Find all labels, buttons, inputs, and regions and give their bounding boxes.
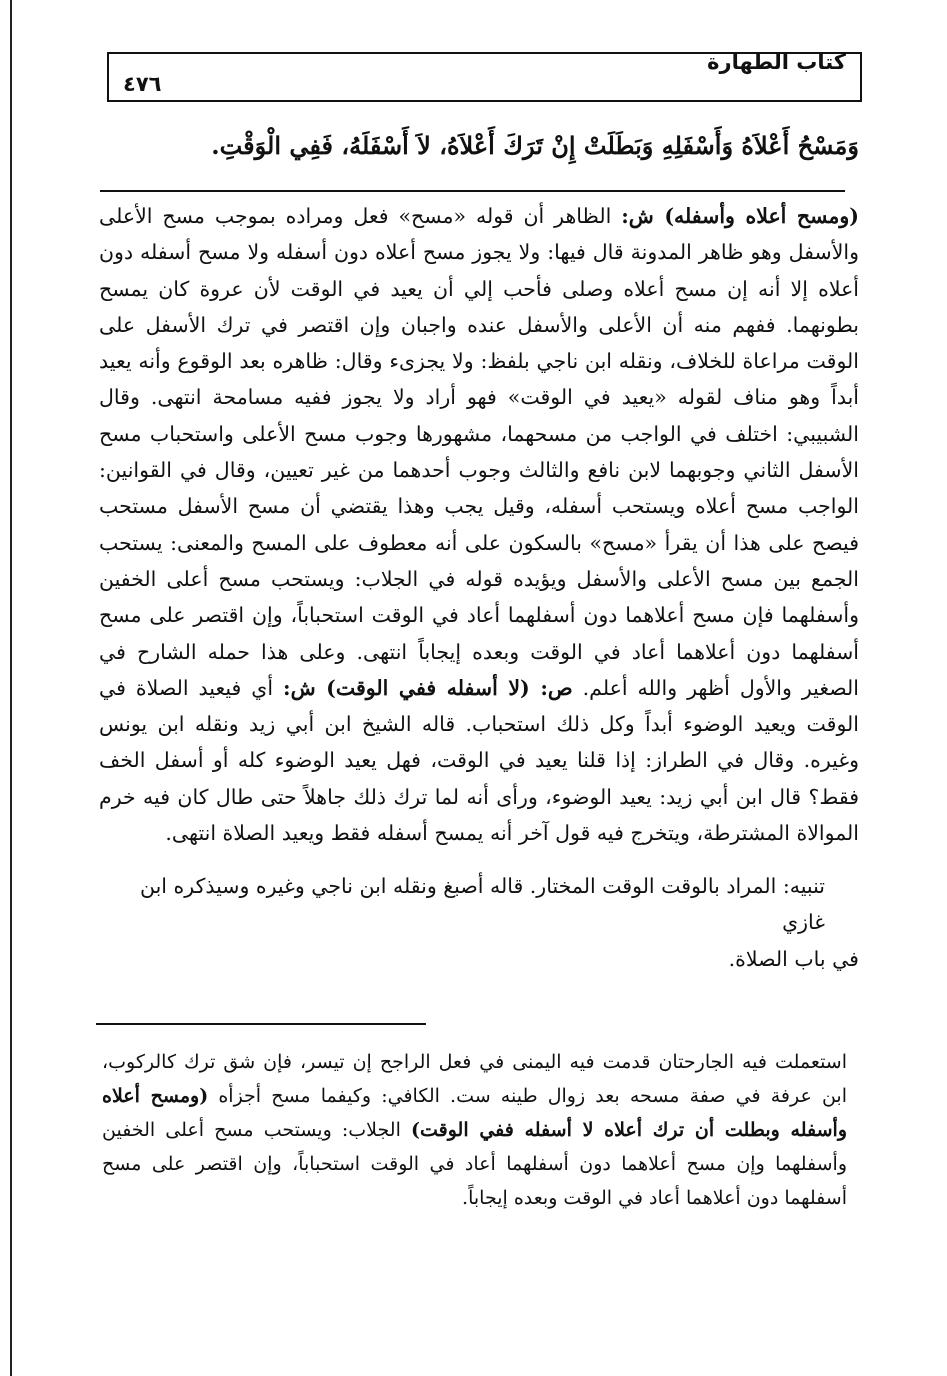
tanbih-note [99, 868, 859, 977]
header-title: كتاب الطهارة [707, 50, 846, 74]
commentary-text-1: الظاهر أن قوله «مسح» فعل ومراده بموجب مسح الأعلى والأسفل وهو ظاهر المدونة قال فيها: ولا يجوز مسح أعلاه دون أسفله ولا مسح أسفله دون أعلاه إلا أنه إن مسح أعلاه وصلى فأحب إلي أن يعيد في الوقت لأن عروة كان يمسح بطونهما. ففهم منه أن الأعلى والأسفل عنده واجبان وإن اقتصر في ترك الأسفل على الوقت مراعاة للخلاف، ونقله ابن ناجي بلفظ: ولا يجزىء وقال: ظاهره بعد الوقوع وأنه يعيد أبداً وهو مناف لقوله «يعيد في الوقت» فهو أراد ولا يجوز ففيه مسامحة انتهى. وقال الشبيبي: اختلف في الواجب من مسحهما، مشهورها وجوب مسح الأعلى واستحباب مسح الأسفل الثاني وجوبهما لابن نافع والثالث وجوب أحدهما من غير تعيين، وقال في القوانين: الواجب مسح أعلاه ويستحب أسفله، وقيل يجب وهذا يقتضي أن مسح الأسفل مستحب فيصح على هذا أن يقرأ «مسح» بالسكون على أنه معطوف على المسح والمعنى: يستحب الجمع بين مسح الأعلى والأسفل ويؤيده قوله في الجلاب: ويستحب مسح أعلى الخفين وأسفلهما فإن مسح أعلاهما دون أسفلهما أعاد في الوقت استحباباً، وإن اقتصر على مسح أسفلهما دون أعلاهما أعاد في الوقت وبعده إيجاباً انتهى. وعلى هذا حمله الشارح في الصغير والأول أظهر والله أعلم. [99, 204, 859, 700]
footnote-text-2: الجلاب: ويستحب مسح أعلى الخفين وأسفلهما وإن مسح أعلاهما دون أسفلهما أعاد في الوقت استحباباً، وإن اقتصر على مسح أسفلهما دون أعلاهما أعاد في الوقت وبعده إيجاباً. [102, 1119, 847, 1209]
lemma-1: (ومسح أعلاه وأسفله) ش: [621, 204, 860, 228]
footnote-bold: (ومسح أعلاه وأسفله وبطلت أن ترك أعلاه لا أسفله ففي الوقت) [102, 1085, 848, 1141]
footnote-block [102, 1045, 847, 1215]
commentary-block [99, 198, 859, 851]
running-header [107, 52, 862, 102]
footnote-text-1: استعملت فيه الجارحتان قدمت فيه اليمنى في فعل الراجح إن تيسر، فإن شق ترك كالركوب، ابن عرفة في صفة مسحه بعد زوال طينه ست. الكافي: وكيفما مسح أجزأه [102, 1051, 847, 1107]
section-divider [100, 190, 845, 192]
tanbih-line-2: في باب الصلاة. [728, 946, 859, 971]
lemma-2: ص: (لا أسفله ففي الوقت) ش: [283, 675, 573, 700]
page-number: ٤٧٦ [123, 72, 162, 96]
footnote-divider [96, 1023, 426, 1025]
tanbih-line-1: تنبيه: المراد بالوقت الوقت المختار. قاله أصبغ ونقله ابن ناجي وغيره وسيذكره ابن غازي [140, 874, 825, 935]
commentary-text-2: أي فيعيد الصلاة في الوقت ويعيد الوضوء أبداً وكل ذلك استحباب. قاله الشيخ ابن أبي زيد ونقله ابن يونس وغيره. وقال في الطراز: إذا قلنا يعيد في الوقت، فهل يعيد الوضوء كله أو أسفل الخف فقط؟ قال ابن أبي زيد: يعيد الوضوء، ورأى أنه لما ترك ذلك جاهلاً حتى طال كان فيه خرم الموالاة المشترطة، ويتخرج فيه قول آخر أنه يمسح أسفله فقط ويعيد الصلاة انتهى. [99, 675, 859, 846]
scan-edge-line [10, 0, 12, 1376]
matn-text: وَمَسْحُ أَعْلاَهُ وَأَسْفَلِهِ وَبَطَلَتْ إِنْ تَرَكَ أَعْلاَهُ، لاَ أَسْفَلَهُ، فَفِي الْوَقْتِ. [211, 131, 859, 160]
